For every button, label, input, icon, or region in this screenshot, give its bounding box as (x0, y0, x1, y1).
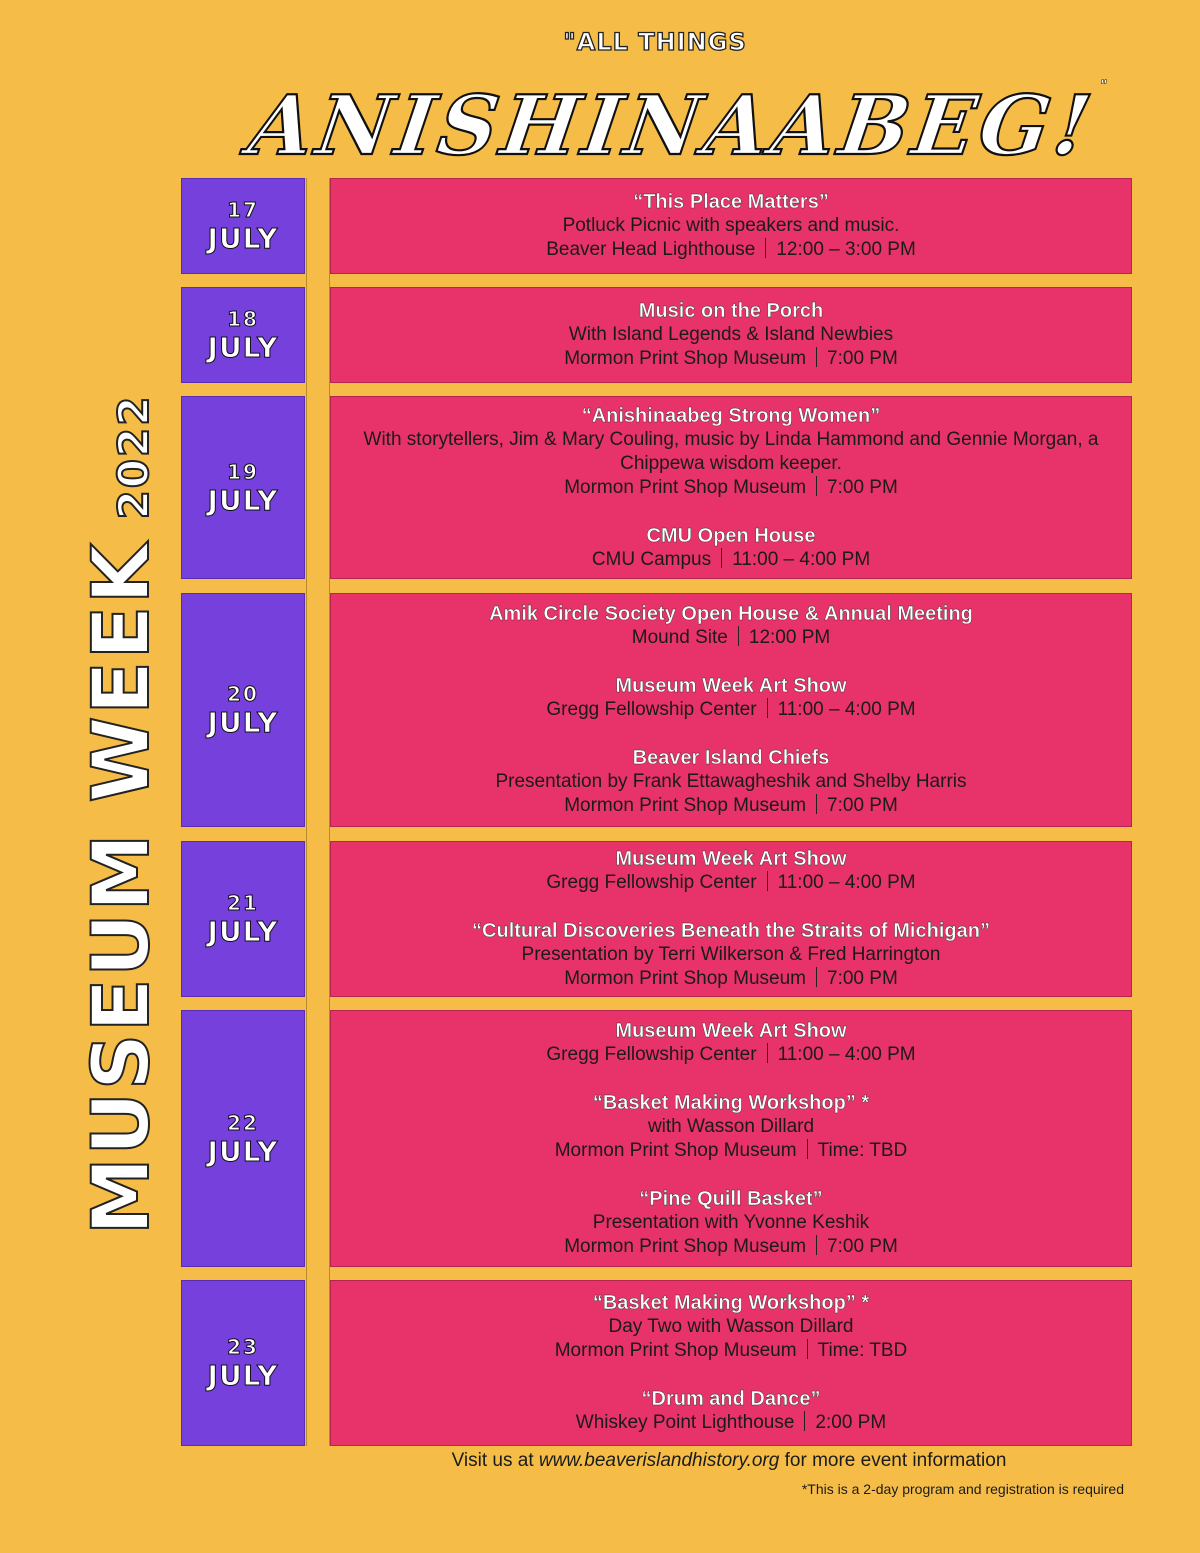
event (546, 674, 915, 722)
event-venue: Mormon Print Shop Museum (564, 476, 807, 498)
venue-time-separator (738, 626, 739, 646)
event (546, 1019, 915, 1067)
date-block (181, 1280, 305, 1446)
events-block (330, 287, 1132, 383)
date-day: 18 (227, 307, 259, 331)
event-venue-time (592, 548, 870, 572)
date-month: JULY (207, 706, 279, 739)
event-time: 7:00 PM (827, 1235, 898, 1257)
event (576, 1387, 886, 1435)
footer-visit (0, 1450, 1200, 1472)
event-venue: Whiskey Point Lighthouse (575, 1412, 795, 1433)
title-closing-quote: " (1098, 78, 1113, 94)
schedule-row (181, 1280, 1132, 1446)
website-link[interactable]: www.beaverislandhistory.org (538, 1450, 780, 1471)
date-block (181, 841, 305, 997)
event-title: “Pine Quill Basket” (639, 1187, 823, 1210)
event (546, 190, 916, 262)
main-title (243, 78, 1113, 174)
event-description: Presentation with Yvonne Keshik (592, 1211, 870, 1233)
date-month: JULY (207, 222, 279, 255)
event-venue: Mound Site (631, 627, 728, 648)
event-venue-time (495, 794, 966, 818)
event (489, 602, 973, 650)
events-block (330, 841, 1132, 997)
event-venue: Mormon Print Shop Museum (564, 968, 807, 989)
event (472, 919, 990, 991)
footer-note: *This is a 2-day program and registration is required (801, 1481, 1124, 1497)
event-description: Day Two with Wasson Dillard (608, 1316, 854, 1337)
event-title: “Basket Making Workshop” * (592, 1292, 870, 1314)
event-time: 11:00 – 4:00 PM (777, 1043, 916, 1065)
event-venue: CMU Campus (591, 548, 712, 570)
side-banner-label: MUSEUM WEEK (77, 541, 167, 1235)
venue-time-separator (721, 548, 722, 568)
event-time: 7:00 PM (827, 348, 898, 369)
venue-time-separator (816, 476, 817, 496)
event (592, 524, 870, 572)
events-block (330, 593, 1132, 827)
footer-visit-suffix: for more event information (784, 1450, 1007, 1471)
pre-title: "ALL THINGS (563, 28, 747, 56)
event-title: “Anishinaabeg Strong Women” (581, 404, 881, 427)
date-block (181, 287, 305, 383)
event (546, 847, 915, 895)
venue-time-separator (816, 347, 817, 367)
schedule-row (181, 287, 1132, 383)
event-time: 12:00 – 3:00 PM (776, 239, 916, 260)
date-day: 20 (227, 682, 259, 706)
events-block (330, 1280, 1132, 1446)
event-time: 7:00 PM (827, 968, 898, 989)
event-venue: Mormon Print Shop Museum (554, 1139, 797, 1161)
event-venue-time (546, 698, 915, 722)
event-title: “This Place Matters” (633, 191, 829, 213)
event-title: “Drum and Dance” (641, 1388, 821, 1410)
date-day: 23 (227, 1335, 259, 1359)
event-time: 11:00 – 4:00 PM (732, 548, 871, 570)
event-time: 7:00 PM (827, 476, 898, 498)
event-description: With storytellers, Jim & Mary Couling, music by Linda Hammond and Gennie Morgan, a Chippewa wisdom keeper. (363, 428, 1099, 474)
event-title: Amik Circle Society Open House & Annual Meeting (489, 603, 973, 625)
schedule-row (181, 178, 1132, 274)
event-time: Time: TBD (817, 1340, 908, 1361)
venue-time-separator (804, 1411, 805, 1431)
schedule-row (181, 1010, 1132, 1267)
event-venue: Mormon Print Shop Museum (564, 348, 807, 369)
venue-time-separator (816, 1235, 817, 1255)
date-day: 19 (227, 459, 259, 484)
venue-time-separator (765, 238, 766, 258)
event-venue-time (555, 1339, 908, 1363)
events-block (330, 1010, 1132, 1267)
venue-time-separator (816, 794, 817, 814)
event-time: 2:00 PM (815, 1412, 887, 1433)
date-month: JULY (207, 331, 279, 364)
date-month: JULY (207, 1359, 279, 1392)
venue-time-separator (807, 1139, 808, 1159)
event-description: Presentation by Frank Ettawagheshik and Shelby Harris (495, 771, 967, 792)
date-block (181, 593, 305, 827)
event-title: Music on the Porch (638, 300, 824, 322)
event-venue: Gregg Fellowship Center (546, 699, 757, 720)
venue-time-separator (767, 1043, 768, 1063)
side-banner-year: 2022 (109, 394, 158, 520)
event-venue-time (546, 871, 915, 895)
event-venue: Gregg Fellowship Center (546, 1043, 757, 1065)
event-venue-time (564, 1235, 898, 1259)
main-title-text: ANISHINAABEG! (243, 78, 1101, 174)
event-venue-time (546, 1043, 915, 1067)
event-time: 12:00 PM (748, 627, 831, 648)
event-venue: Mormon Print Shop Museum (564, 795, 807, 816)
date-month: JULY (207, 915, 279, 948)
schedule-row (181, 593, 1132, 827)
event-venue-time (576, 1411, 886, 1435)
date-day: 17 (227, 198, 259, 222)
events-block (330, 178, 1132, 274)
date-block (181, 178, 305, 274)
event (495, 746, 966, 818)
date-block (181, 396, 305, 579)
event-title: Museum Week Art Show (615, 675, 847, 697)
event-venue-time (489, 626, 973, 650)
event-description: Presentation by Terri Wilkerson & Fred Harrington (521, 944, 941, 965)
date-block (181, 1010, 305, 1267)
event-venue-time (472, 967, 990, 991)
event (345, 404, 1117, 500)
side-banner (77, 395, 167, 1235)
date-month: JULY (207, 1134, 279, 1168)
event (564, 299, 898, 371)
event-description: with Wasson Dillard (647, 1115, 815, 1137)
venue-time-separator (807, 1339, 808, 1359)
date-day: 22 (227, 1110, 259, 1135)
event-description: With Island Legends & Island Newbies (568, 324, 894, 345)
event-venue: Gregg Fellowship Center (546, 872, 757, 893)
event-time: 7:00 PM (827, 795, 898, 816)
event-venue-time (555, 1139, 908, 1163)
event-title: Beaver Island Chiefs (632, 747, 830, 769)
event-time: 11:00 – 4:00 PM (777, 699, 916, 720)
venue-time-separator (767, 871, 768, 891)
event (555, 1291, 908, 1363)
event (564, 1187, 898, 1259)
schedule-row (181, 841, 1132, 997)
event-description: Potluck Picnic with speakers and music. (562, 215, 900, 236)
event-title: Museum Week Art Show (615, 1019, 847, 1042)
date-day: 21 (227, 891, 259, 915)
venue-time-separator (816, 967, 817, 987)
event (555, 1091, 908, 1163)
event-title: “Cultural Discoveries Beneath the Straits of Michigan” (472, 920, 990, 942)
event-venue: Mormon Print Shop Museum (564, 1235, 807, 1257)
event-title: Museum Week Art Show (615, 848, 847, 870)
events-block (330, 396, 1132, 579)
event-title: CMU Open House (646, 524, 816, 547)
event-title: “Basket Making Workshop” * (592, 1091, 870, 1114)
event-venue-time (546, 238, 916, 262)
venue-time-separator (767, 698, 768, 718)
event-venue-time (345, 476, 1117, 500)
date-month: JULY (207, 483, 279, 517)
event-time: Time: TBD (817, 1139, 908, 1161)
event-time: 11:00 – 4:00 PM (777, 872, 916, 893)
event-venue: Mormon Print Shop Museum (554, 1340, 797, 1361)
event-venue-time (564, 347, 898, 371)
schedule-row (181, 396, 1132, 579)
event-venue: Beaver Head Lighthouse (546, 239, 756, 260)
footer-visit-prefix: Visit us at (451, 1450, 534, 1471)
